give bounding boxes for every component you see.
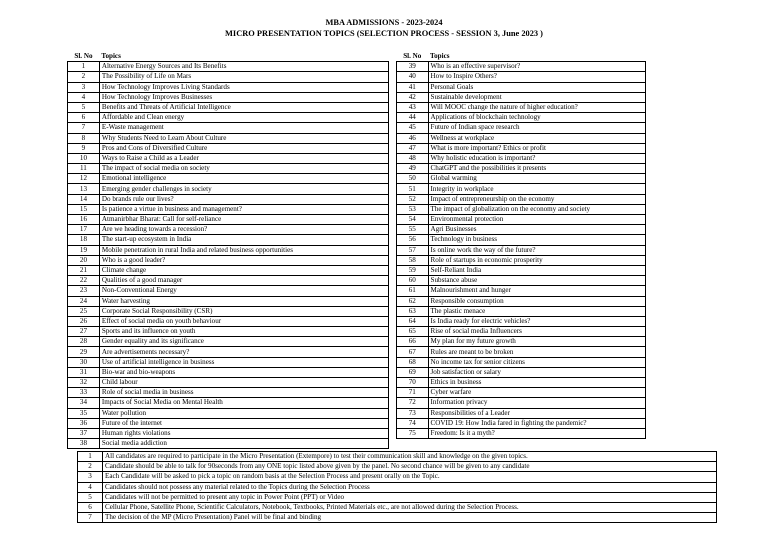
topic-row xyxy=(397,337,646,347)
topic-text: Impacts of Social Media on Mental Health xyxy=(99,398,388,408)
serial-number: 33 xyxy=(68,388,100,398)
topic-row xyxy=(68,255,389,265)
topic-row xyxy=(397,164,646,174)
topic-row xyxy=(397,82,646,92)
serial-number: 61 xyxy=(397,286,429,296)
topic-text: Are we heading towards a recession? xyxy=(99,225,388,235)
serial-number: 40 xyxy=(397,72,429,82)
topic-text: Sports and its influence on youth xyxy=(99,327,388,337)
serial-number: 68 xyxy=(397,357,429,367)
topic-text: Technology in business xyxy=(428,235,645,245)
serial-number: 48 xyxy=(397,153,429,163)
serial-number: 65 xyxy=(397,327,429,337)
topic-row xyxy=(397,204,646,214)
document-title: MBA ADMISSIONS - 2023-2024 xyxy=(325,18,443,27)
serial-number: 58 xyxy=(397,255,429,265)
topic-text: Integrity in workplace xyxy=(428,184,645,194)
topic-text: My plan for my future growth xyxy=(428,337,645,347)
topic-text: Affordable and Clean energy xyxy=(99,113,388,123)
topic-row xyxy=(68,215,389,225)
serial-number: 42 xyxy=(397,92,429,102)
topic-text: Agri Businesses xyxy=(428,225,645,235)
topic-row xyxy=(397,133,646,143)
instruction-text: Cellular Phone, Satellite Phone, Scientific Calculators, Notebook, Textbooks, Printed Materials etc., are not allowed during the Selection Process. xyxy=(103,502,717,512)
topic-row xyxy=(397,388,646,398)
serial-number: 39 xyxy=(397,62,429,72)
topic-row xyxy=(397,194,646,204)
instruction-number: 5 xyxy=(78,492,103,502)
serial-number: 54 xyxy=(397,215,429,225)
topic-text: Social media addiction xyxy=(99,439,388,449)
serial-number: 32 xyxy=(68,378,100,388)
topic-row xyxy=(68,367,389,377)
topic-text: Water pollution xyxy=(99,408,388,418)
serial-number: 41 xyxy=(397,82,429,92)
topic-text: Emerging gender challenges in society xyxy=(99,184,388,194)
topic-row xyxy=(397,286,646,296)
serial-number: 16 xyxy=(68,215,100,225)
topic-text: Atmanirbhar Bharat: Call for self-reliance xyxy=(99,215,388,225)
serial-number: 1 xyxy=(68,62,100,72)
serial-number: 13 xyxy=(68,184,100,194)
topic-text: Job satisfaction or salary xyxy=(428,367,645,377)
topics-table-right xyxy=(396,52,646,439)
serial-number: 47 xyxy=(397,143,429,153)
topic-row xyxy=(397,316,646,326)
serial-number: 57 xyxy=(397,245,429,255)
topic-text: How Technology Improves Living Standards xyxy=(99,82,388,92)
topic-row xyxy=(397,408,646,418)
topic-text: Rise of social media Influencers xyxy=(428,327,645,337)
topic-text: Personal Goals xyxy=(428,82,645,92)
topic-row xyxy=(68,378,389,388)
topic-text: Mobile penetration in rural India and related business opportunities xyxy=(99,245,388,255)
header-row xyxy=(68,52,389,62)
serial-number: 55 xyxy=(397,225,429,235)
topic-row xyxy=(397,184,646,194)
topic-row xyxy=(68,123,389,133)
topic-text: Is India ready for electric vehicles? xyxy=(428,316,645,326)
topic-row xyxy=(68,153,389,163)
instruction-text: Candidates should not possess any material related to the Topics during the Selection Process xyxy=(103,482,717,492)
topic-text: Global warming xyxy=(428,174,645,184)
topic-text: How Technology Improves Businesses xyxy=(99,92,388,102)
topic-row xyxy=(397,123,646,133)
topics-header: Topics xyxy=(99,52,388,62)
topic-row xyxy=(397,62,646,72)
topic-row xyxy=(68,398,389,408)
instruction-number: 1 xyxy=(78,452,103,462)
topic-row xyxy=(68,439,389,449)
serial-number: 10 xyxy=(68,153,100,163)
topic-row xyxy=(68,72,389,82)
serial-number: 30 xyxy=(68,357,100,367)
topic-text: Effect of social media on youth behaviour xyxy=(99,316,388,326)
topic-row xyxy=(397,113,646,123)
serial-number: 69 xyxy=(397,367,429,377)
topic-text: Child labour xyxy=(99,378,388,388)
topic-row xyxy=(68,164,389,174)
topics-header: Topics xyxy=(428,52,645,62)
serial-number: 34 xyxy=(68,398,100,408)
topic-row xyxy=(68,296,389,306)
serial-number: 25 xyxy=(68,306,100,316)
serial-number: 70 xyxy=(397,378,429,388)
instruction-text: Each Candidate will be asked to pick a topic on random basis at the Selection Process and present orally on the Topic. xyxy=(103,472,717,482)
serial-number: 12 xyxy=(68,174,100,184)
serial-number: 28 xyxy=(68,337,100,347)
instruction-number: 2 xyxy=(78,462,103,472)
serial-number: 21 xyxy=(68,265,100,275)
topic-text: Future of Indian space research xyxy=(428,123,645,133)
topic-text: Who is an effective supervisor? xyxy=(428,62,645,72)
serial-number: 37 xyxy=(68,428,100,438)
topic-row xyxy=(68,337,389,347)
topic-text: Non-Conventional Energy xyxy=(99,286,388,296)
topic-row xyxy=(397,418,646,428)
instruction-row xyxy=(78,482,717,492)
topic-row xyxy=(68,184,389,194)
topic-row xyxy=(68,286,389,296)
serial-number: 29 xyxy=(68,347,100,357)
serial-number: 59 xyxy=(397,265,429,275)
serial-number: 73 xyxy=(397,408,429,418)
topic-text: Impact of entrepreneurship on the economy xyxy=(428,194,645,204)
instruction-row xyxy=(78,502,717,512)
serial-number: 27 xyxy=(68,327,100,337)
topic-text: The impact of social media on society xyxy=(99,164,388,174)
topic-row xyxy=(68,418,389,428)
topic-text: Responsible consumption xyxy=(428,296,645,306)
topic-row xyxy=(68,265,389,275)
topic-row xyxy=(68,204,389,214)
topic-text: Role of social media in business xyxy=(99,388,388,398)
topic-row xyxy=(397,327,646,337)
topic-text: Ways to Raise a Child as a Leader xyxy=(99,153,388,163)
topic-row xyxy=(68,316,389,326)
topic-row xyxy=(397,398,646,408)
topic-text: Benefits and Threats of Artificial Intelligence xyxy=(99,102,388,112)
serial-number: 74 xyxy=(397,418,429,428)
serial-number: 5 xyxy=(68,102,100,112)
topic-text: Cyber warfare xyxy=(428,388,645,398)
topic-row xyxy=(68,388,389,398)
topic-row xyxy=(68,194,389,204)
serial-number: 15 xyxy=(68,204,100,214)
topic-row xyxy=(397,245,646,255)
instruction-number: 6 xyxy=(78,502,103,512)
topic-text: Why holistic education is important? xyxy=(428,153,645,163)
topic-row xyxy=(397,143,646,153)
instruction-row xyxy=(78,452,717,462)
topic-text: Applications of blockchain technology xyxy=(428,113,645,123)
topic-row xyxy=(397,265,646,275)
topic-row xyxy=(397,357,646,367)
topics-table-left xyxy=(67,52,389,449)
topic-row xyxy=(397,378,646,388)
topic-row xyxy=(68,245,389,255)
topic-row xyxy=(68,428,389,438)
instruction-text: The decision of the MP (Micro Presentation) Panel will be final and binding xyxy=(103,513,717,523)
topic-row xyxy=(397,92,646,102)
topic-row xyxy=(397,276,646,286)
serial-number: 71 xyxy=(397,388,429,398)
topic-row xyxy=(68,408,389,418)
topic-row xyxy=(397,367,646,377)
topic-text: Is online work the way of the future? xyxy=(428,245,645,255)
header-row xyxy=(397,52,646,62)
topic-text: No income tax for senior citizens xyxy=(428,357,645,367)
topic-text: Future of the internet xyxy=(99,418,388,428)
instruction-text: All candidates are required to participate in the Micro Presentation (Extempore) to test their communication skill and knowledge on the given topics. xyxy=(103,452,717,462)
topic-text: Rules are meant to be broken xyxy=(428,347,645,357)
serial-number: 62 xyxy=(397,296,429,306)
serial-number: 38 xyxy=(68,439,100,449)
serial-number: 11 xyxy=(68,164,100,174)
serial-number: 63 xyxy=(397,306,429,316)
serial-number: 18 xyxy=(68,235,100,245)
topic-row xyxy=(68,102,389,112)
topic-text: Sustainable development xyxy=(428,92,645,102)
topic-row xyxy=(68,113,389,123)
topic-row xyxy=(397,153,646,163)
instruction-text: Candidates will not be permitted to present any topic in Power Point (PPT) or Video xyxy=(103,492,717,502)
topic-row xyxy=(397,72,646,82)
topic-row xyxy=(68,225,389,235)
serial-number: 20 xyxy=(68,255,100,265)
serial-number: 44 xyxy=(397,113,429,123)
topic-text: The plastic menace xyxy=(428,306,645,316)
topic-text: How to Inspire Others? xyxy=(428,72,645,82)
topic-text: Qualities of a good manager xyxy=(99,276,388,286)
serial-number: 60 xyxy=(397,276,429,286)
topic-text: Alternative Energy Sources and Its Benefits xyxy=(99,62,388,72)
serial-number: 17 xyxy=(68,225,100,235)
topic-row xyxy=(68,133,389,143)
serial-number: 2 xyxy=(68,72,100,82)
topic-row xyxy=(68,92,389,102)
topic-text: Climate change xyxy=(99,265,388,275)
instruction-number: 3 xyxy=(78,472,103,482)
serial-number: 49 xyxy=(397,164,429,174)
topic-text: Will MOOC change the nature of higher education? xyxy=(428,102,645,112)
instruction-row xyxy=(78,472,717,482)
instruction-number: 4 xyxy=(78,482,103,492)
topic-row xyxy=(68,347,389,357)
topic-row xyxy=(68,62,389,72)
serial-number: 52 xyxy=(397,194,429,204)
topic-text: What is more important? Ethics or profit xyxy=(428,143,645,153)
topic-row xyxy=(397,428,646,438)
topic-text: Why Students Need to Learn About Culture xyxy=(99,133,388,143)
topic-row xyxy=(68,357,389,367)
serial-number: 72 xyxy=(397,398,429,408)
topic-text: Gender equality and its significance xyxy=(99,337,388,347)
serial-number: 3 xyxy=(68,82,100,92)
instructions-table xyxy=(77,451,717,523)
document-subtitle: MICRO PRESENTATION TOPICS (SELECTION PROCESS - SESSION 3, June 2023 ) xyxy=(225,29,543,38)
topic-row xyxy=(68,276,389,286)
topic-text: ChatGPT and the possibilities it presents xyxy=(428,164,645,174)
serial-number: 43 xyxy=(397,102,429,112)
topic-text: Role of startups in economic prosperity xyxy=(428,255,645,265)
topic-text: Who is a good leader? xyxy=(99,255,388,265)
topic-row xyxy=(397,296,646,306)
topic-text: The Possibility of Life on Mars xyxy=(99,72,388,82)
instruction-row xyxy=(78,513,717,523)
topic-text: Environmental protection xyxy=(428,215,645,225)
serial-number: 75 xyxy=(397,428,429,438)
topic-text: Pros and Cons of Diversified Culture xyxy=(99,143,388,153)
topic-row xyxy=(397,306,646,316)
topic-text: Do brands rule our lives? xyxy=(99,194,388,204)
topic-text: Ethics in business xyxy=(428,378,645,388)
topic-row xyxy=(397,215,646,225)
serial-number: 26 xyxy=(68,316,100,326)
serial-number: 23 xyxy=(68,286,100,296)
serial-number: 31 xyxy=(68,367,100,377)
topic-text: Self-Reliant India xyxy=(428,265,645,275)
topic-text: Corporate Social Responsibility (CSR) xyxy=(99,306,388,316)
serial-number: 7 xyxy=(68,123,100,133)
serial-number: 14 xyxy=(68,194,100,204)
topic-text: COVID 19: How India fared in fighting the pandemic? xyxy=(428,418,645,428)
topic-row xyxy=(68,82,389,92)
topic-text: Water harvesting xyxy=(99,296,388,306)
topic-text: Freedom: Is it a myth? xyxy=(428,428,645,438)
serial-number: 51 xyxy=(397,184,429,194)
serial-number: 9 xyxy=(68,143,100,153)
serial-number: 8 xyxy=(68,133,100,143)
topic-row xyxy=(397,174,646,184)
sl-no-header: Sl. No xyxy=(68,52,100,62)
sl-no-header: Sl. No xyxy=(397,52,429,62)
serial-number: 4 xyxy=(68,92,100,102)
instruction-row xyxy=(78,492,717,502)
serial-number: 35 xyxy=(68,408,100,418)
instruction-row xyxy=(78,462,717,472)
topic-text: Substance abuse xyxy=(428,276,645,286)
serial-number: 24 xyxy=(68,296,100,306)
topic-text: Are advertisements necessary? xyxy=(99,347,388,357)
topic-row xyxy=(397,347,646,357)
topic-row xyxy=(68,143,389,153)
serial-number: 53 xyxy=(397,204,429,214)
serial-number: 66 xyxy=(397,337,429,347)
topic-row xyxy=(68,235,389,245)
topic-text: Malnourishment and hunger xyxy=(428,286,645,296)
instruction-number: 7 xyxy=(78,513,103,523)
instruction-text: Candidate should be able to talk for 90seconds from any ONE topic listed above given by the panel. No second chance will be given to any candidate xyxy=(103,462,717,472)
topic-text: E-Waste management xyxy=(99,123,388,133)
serial-number: 50 xyxy=(397,174,429,184)
topic-row xyxy=(68,174,389,184)
topic-text: The start-up ecosystem in India xyxy=(99,235,388,245)
topic-row xyxy=(68,327,389,337)
topic-text: Bio-war and bio-weapons xyxy=(99,367,388,377)
serial-number: 64 xyxy=(397,316,429,326)
serial-number: 19 xyxy=(68,245,100,255)
topic-row xyxy=(397,225,646,235)
serial-number: 46 xyxy=(397,133,429,143)
serial-number: 22 xyxy=(68,276,100,286)
serial-number: 67 xyxy=(397,347,429,357)
topic-row xyxy=(68,306,389,316)
topic-text: Emotional intelligence xyxy=(99,174,388,184)
serial-number: 6 xyxy=(68,113,100,123)
serial-number: 36 xyxy=(68,418,100,428)
topic-text: The impact of globalization on the economy and society xyxy=(428,204,645,214)
topic-text: Wellness at workplace xyxy=(428,133,645,143)
topic-row xyxy=(397,102,646,112)
topic-text: Human rights violations xyxy=(99,428,388,438)
topic-row xyxy=(397,235,646,245)
serial-number: 56 xyxy=(397,235,429,245)
serial-number: 45 xyxy=(397,123,429,133)
topic-row xyxy=(397,255,646,265)
topic-text: Is patience a virtue in business and management? xyxy=(99,204,388,214)
topic-text: Responsibilities of a Leader xyxy=(428,408,645,418)
topic-text: Information privacy xyxy=(428,398,645,408)
topic-text: Use of artificial intelligence in business xyxy=(99,357,388,367)
